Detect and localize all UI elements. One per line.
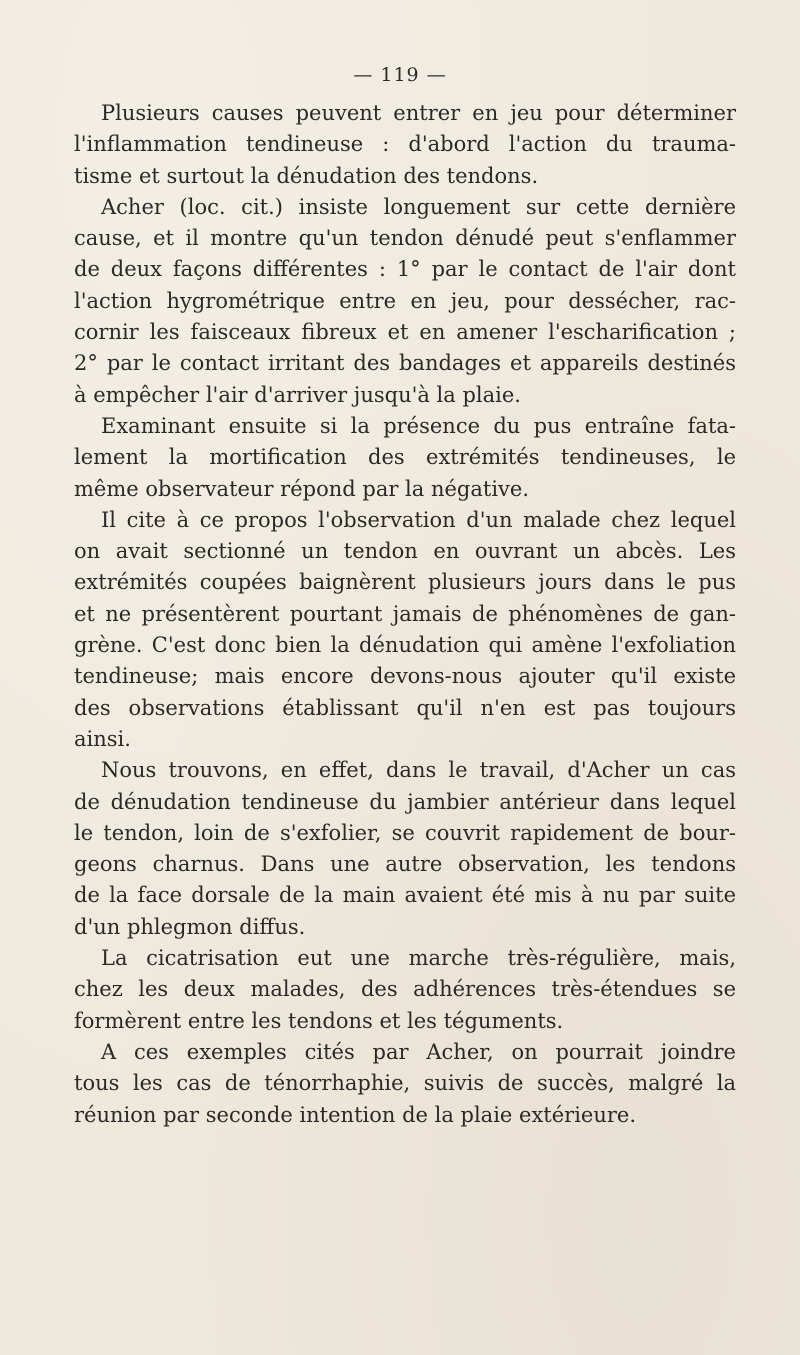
- text-line: La cicatrisation eut une marche très-régulière, mais,: [101, 946, 736, 971]
- text-line: Examinant ensuite si la présence du pus entraîne fata-: [101, 413, 736, 438]
- text-line: formèrent entre les tendons et les téguments.: [74, 1008, 564, 1033]
- text-line: de dénudation tendineuse du jambier antérieur dans lequel: [74, 789, 736, 814]
- text-line: des observations établissant qu'il n'en est pas toujours: [74, 695, 736, 720]
- text-line: cause, et il montre qu'un tendon dénudé peut s'enflammer: [74, 226, 736, 251]
- text-line: 2° par le contact irritant des bandages et appareils destinés: [74, 351, 736, 376]
- text-line: de la face dorsale de la main avaient été mis à nu par suite: [74, 883, 736, 908]
- text-line: de deux façons différentes : 1° par le contact de l'air dont: [74, 257, 736, 282]
- text-line: et ne présentèrent pourtant jamais de phénomènes de gan-: [74, 601, 736, 626]
- text-line: grène. C'est donc bien la dénudation qui amène l'exfoliation: [74, 633, 736, 658]
- text-line: Nous trouvons, en effet, dans le travail, d'Acher un cas: [101, 758, 736, 783]
- text-line: tous les cas de ténorrhaphie, suivis de succès, malgré la: [74, 1071, 736, 1096]
- text-line: A ces exemples cités par Acher, on pourrait joindre: [101, 1039, 736, 1064]
- text-line: le tendon, loin de s'exfolier, se couvrit rapidement de bour-: [74, 820, 736, 845]
- text-line: Plusieurs causes peuvent entrer en jeu pour déterminer: [101, 101, 736, 125]
- text-line: extrémités coupées baignèrent plusieurs jours dans le pus: [74, 570, 736, 595]
- text-line: l'inflammation tendineuse : d'abord l'action du trauma-: [74, 132, 736, 157]
- text-line: lement la mortification des extrémités tendineuses, le: [74, 445, 736, 470]
- text-line: l'action hygrométrique entre en jeu, pour dessécher, rac-: [74, 288, 736, 313]
- text-line: Il cite à ce propos l'observation d'un malade chez lequel: [101, 507, 736, 532]
- text-line: d'un phlegmon diffus.: [74, 914, 306, 939]
- text-line: on avait sectionné un tendon en ouvrant un abcès. Les: [74, 539, 736, 564]
- text-line: tisme et surtout la dénudation des tendons.: [74, 163, 539, 188]
- text-line: ainsi.: [74, 726, 131, 751]
- text-line: même observateur répond par la négative.: [74, 476, 529, 501]
- text-line: geons charnus. Dans une autre observation, les tendons: [74, 852, 736, 877]
- text-line: cornir les faisceaux fibreux et en amener l'escharification ;: [74, 320, 736, 345]
- text-line: à empêcher l'air d'arriver jusqu'à la plaie.: [74, 382, 521, 407]
- page-number: — 119 —: [353, 64, 447, 86]
- text-line: réunion par seconde intention de la plaie extérieure.: [74, 1102, 637, 1127]
- body-text: [74, 98, 736, 1131]
- text-line: tendineuse; mais encore devons-nous ajouter qu'il existe: [74, 664, 736, 689]
- text-line: Acher (loc. cit.) insiste longuement sur cette dernière: [101, 194, 736, 219]
- text-line: chez les deux malades, des adhérences très-étendues se: [74, 977, 736, 1002]
